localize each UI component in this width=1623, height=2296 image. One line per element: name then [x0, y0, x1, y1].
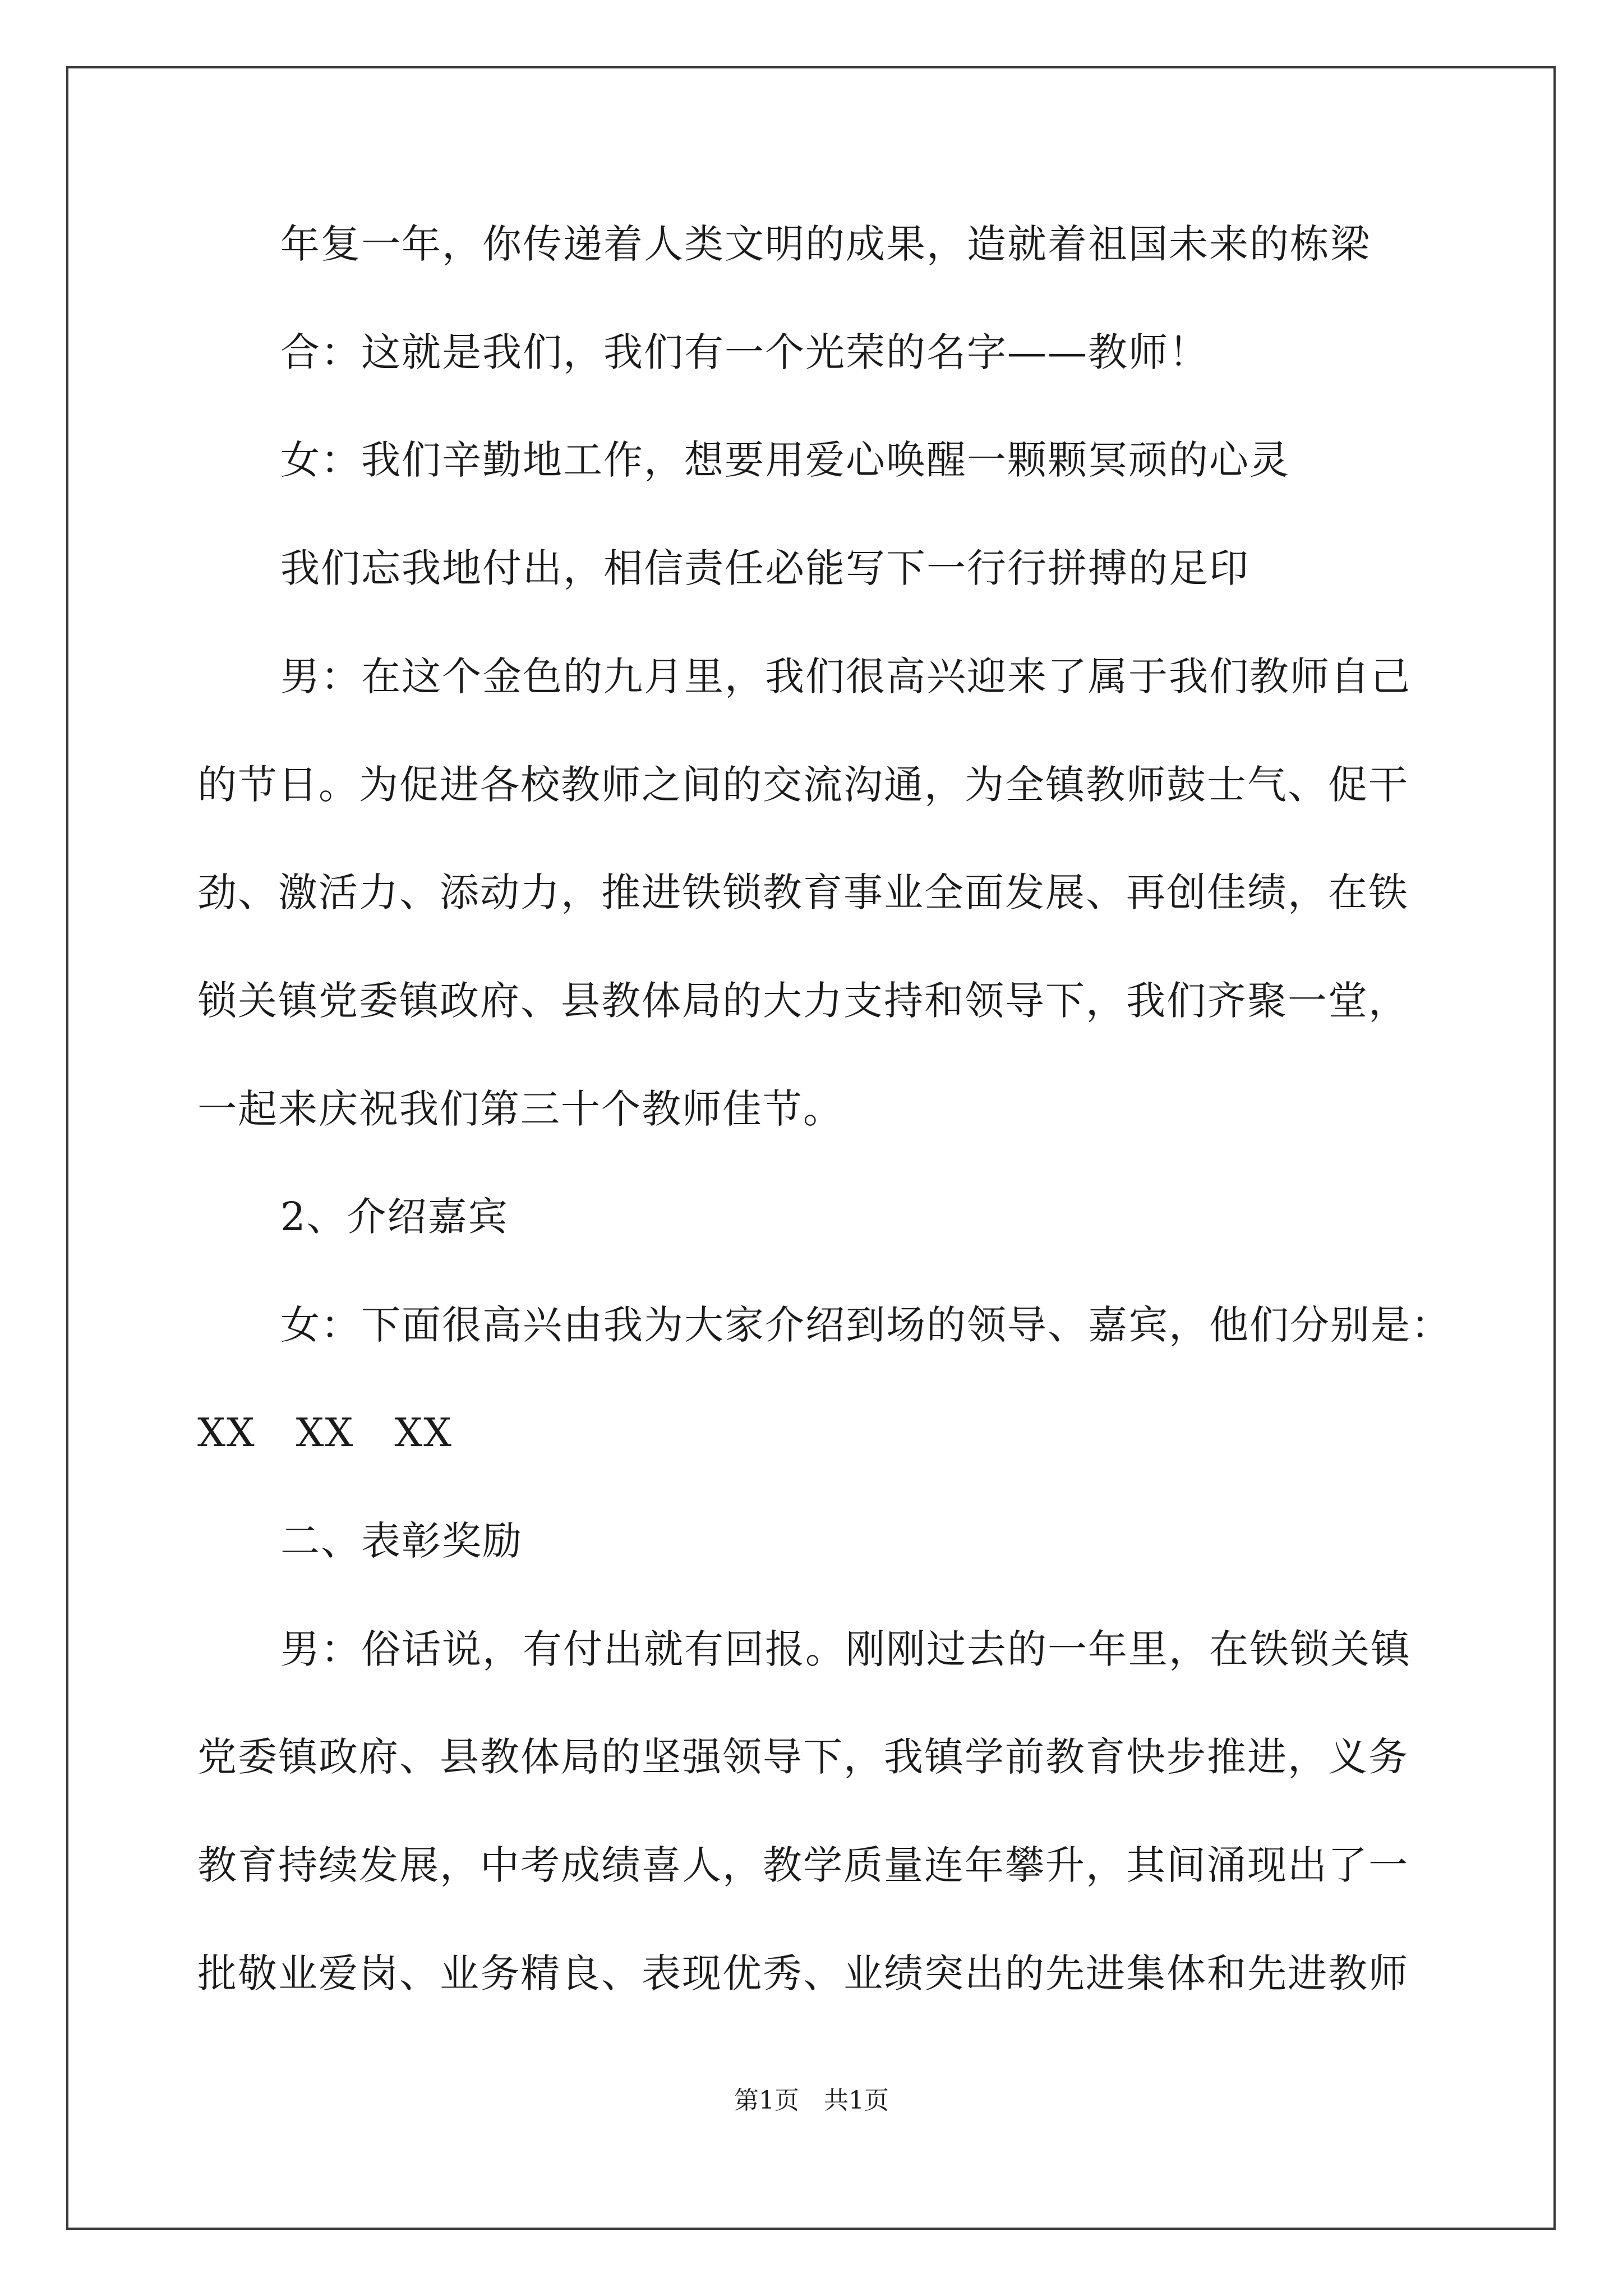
text-line: 男：在这个金色的九月里，我们很高兴迎来了属于我们教师自己 — [280, 654, 1411, 700]
text-line: 我们忘我地付出，相信责任必能写下一行行拼搏的足印 — [280, 545, 1249, 591]
text-line: XX XX XX — [197, 1410, 453, 1456]
text-line: 男：俗话说，有付出就有回报。刚刚过去的一年里，在铁锁关镇 — [280, 1626, 1411, 1672]
text-line: 女：我们辛勤地工作，想要用爱心唤醒一颗颗冥顽的心灵 — [280, 437, 1290, 483]
text-line: 批敬业爱岗、业务精良、表现优秀、业绩突出的先进集体和先进教师 — [197, 1950, 1409, 1996]
text-line: 一起来庆祝我们第三十个教师佳节。 — [197, 1086, 843, 1132]
page-footer: 第1页 共1页 — [734, 2086, 889, 2115]
text-line: 劲、激活力、添动力，推进铁锁教育事业全面发展、再创佳绩，在铁 — [197, 869, 1409, 915]
text-line: 党委镇政府、县教体局的坚强领导下，我镇学前教育快步推进，义务 — [197, 1734, 1409, 1780]
text-line: 年复一年，你传递着人类文明的成果，造就着祖国未来的栋梁 — [280, 221, 1371, 267]
page-border — [66, 66, 1556, 2230]
text-line: 的节日。为促进各校教师之间的交流沟通，为全镇教师鼓士气、促干 — [197, 762, 1409, 808]
text-line: 女：下面很高兴由我为大家介绍到场的领导、嘉宾，他们分别是： — [280, 1302, 1451, 1348]
text-line: 合：这就是我们，我们有一个光荣的名字——教师！ — [280, 329, 1209, 375]
section-heading: 二、表彰奖励 — [280, 1518, 523, 1564]
section-heading: 2、介绍嘉宾 — [280, 1194, 509, 1240]
text-line: 锁关镇党委镇政府、县教体局的大力支持和领导下，我们齐聚一堂， — [197, 978, 1409, 1024]
text-line: 教育持续发展，中考成绩喜人，教学质量连年攀升，其间涌现出了一 — [197, 1842, 1409, 1888]
